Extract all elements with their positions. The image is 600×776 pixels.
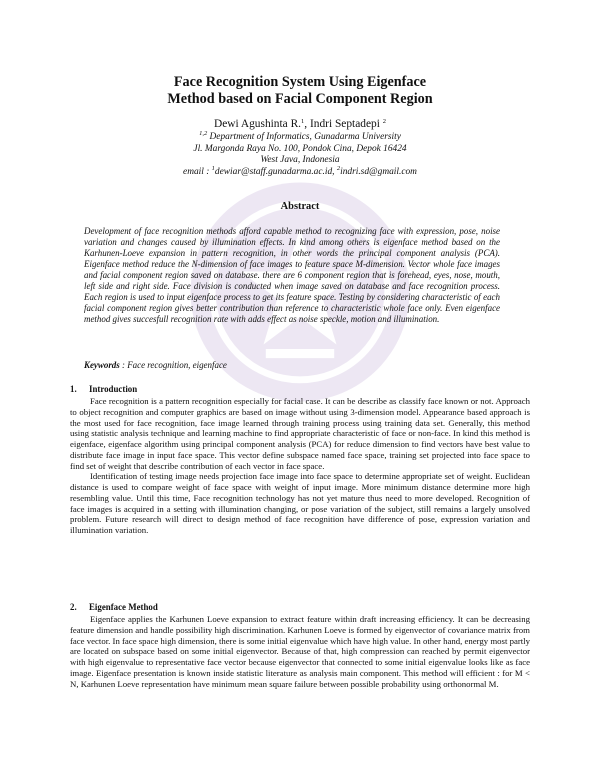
section-2-number: 2. [70, 602, 77, 612]
section-1-heading [70, 384, 137, 394]
section-1-para-1: Face recognition is a pattern recognition especially for facial case. It can be describe as classify face known or not. Approach to object recognition and computer graphics are based on image without using 3-dimension model. Appearance based approach is the most used for face recognition, face image learned through training process using training data set. Generally, this method using statistic analysis technique and learning machine to find appropriate characteristic of face or non-face. In kind this method is eigenface, eigenface algorithm using principal component analysis (PCA) for reduce dimension to find vectors have best value to distribute face image in input face space. This vector define subspace named face space, training set projected into face space to find set of weight that describe contribution of each vector in face space. [70, 396, 530, 471]
title-line-1: Face Recognition System Using Eigenface [173, 74, 427, 90]
abstract-text: Development of face recognition methods afford capable method to recognizing face with expression, pose, noise variation and changes caused by illumination effects. In kind among others is eigenface method based on the Karhunen-Loeve expansion in pattern recognition, in other words the principal component analysis (PCA). Eigenface method reduce the N-dimension of face images to feature space M-dimension. Vector whole face images and facial component region saved on database. there are 6 component region that is forehead, eyes, nose, mouth, left side and right side. Face division is conducted when image saved on database and face recognition process. Each region is used to input eigenface process to get its feature space. Testing by considering characteristic of each facial component region gives better contribution than reference to characteristic whole face only. Even eigenface method gives succesfull recognition rate with adds effect as noise speckle, motion and illumination. [84, 226, 500, 324]
abstract-heading: Abstract [280, 201, 320, 212]
section-1-body [70, 396, 530, 536]
keywords [84, 360, 500, 370]
email-2[interactable]: indri.sd@gmail.com [340, 166, 417, 177]
email-1[interactable]: dewiar@staff.gunadarma.ac.id, [214, 166, 337, 177]
affiliation-dept [60, 132, 540, 144]
section-1-title: Introduction [89, 384, 138, 394]
dept-sup: 1,2 [199, 130, 208, 137]
section-2-body [70, 614, 530, 689]
dept-name: Department of Informatics, Gunadarma University [209, 132, 401, 142]
author-list [60, 118, 540, 131]
affiliation-address: Jl. Margonda Raya No. 100, Pondok Cina, Depok 16424 [193, 143, 407, 154]
email-2-sup: 2 [336, 164, 341, 172]
affiliation-email [60, 164, 540, 179]
affiliation [60, 132, 540, 178]
email-1-sup: 1 [211, 164, 215, 172]
keywords-label: Keywords [84, 360, 120, 370]
author-1: Dewi Agushinta R. [214, 118, 302, 130]
section-1-number: 1. [70, 384, 77, 394]
paper-title [60, 74, 540, 108]
section-2-para-1: Eigenface applies the Karhunen Loeve expansion to extract feature within draft increasing efficiency. It can be decreasing feature dimension and handle possibility high discrimination. Karhunen Loeve is formed by eigenvector of covariance matrix from face vector. In face space high dimension, there is some initial eigenvalue which have high value. In other hand, energy most partly are located on subspace based on some initial eigenvector. Because of that, high compression can reached by permit eigenvector with high eigenvalue to representative face vector because eigenvector that connected to some initial eigenvalue looks like as face image. Eigenface presentation is known inside statistic literature as analysis main component. This method will efficient : for M < N, Karhunen Loeve representation have minimum mean square failure between possible probability using orthonormal M. [70, 614, 530, 689]
section-1-para-2: Identification of testing image needs projection face image into face space to determine appropriate set of weight. Euclidean distance is used to compare weight of face space with weight of input image. More minimum distance determine more high resembling value. Until this time, Face recognition technology has not yet mature thus need to more developed. Recognition of face images is acquired in a setting with illumination changing, or pose variation of the subject, still remains a largely unsolved problem. Future research will direct to design method of face recognition have difference of pose, expression variation and illumination variation. [70, 471, 530, 535]
affiliation-region: West Java, Indonesia [260, 155, 340, 166]
email-label: email : [183, 166, 212, 177]
section-2-heading [70, 602, 158, 612]
author-2: Indri Septadepi [309, 118, 380, 130]
author-1-sup: 1 [301, 118, 305, 125]
section-2-title: Eigenface Method [89, 602, 158, 612]
keywords-text: : Face recognition, eigenface [119, 360, 227, 370]
author-separator: , [304, 118, 310, 130]
title-line-2: Method based on Facial Component Region [167, 91, 433, 107]
author-2-sup: 2 [382, 118, 386, 125]
